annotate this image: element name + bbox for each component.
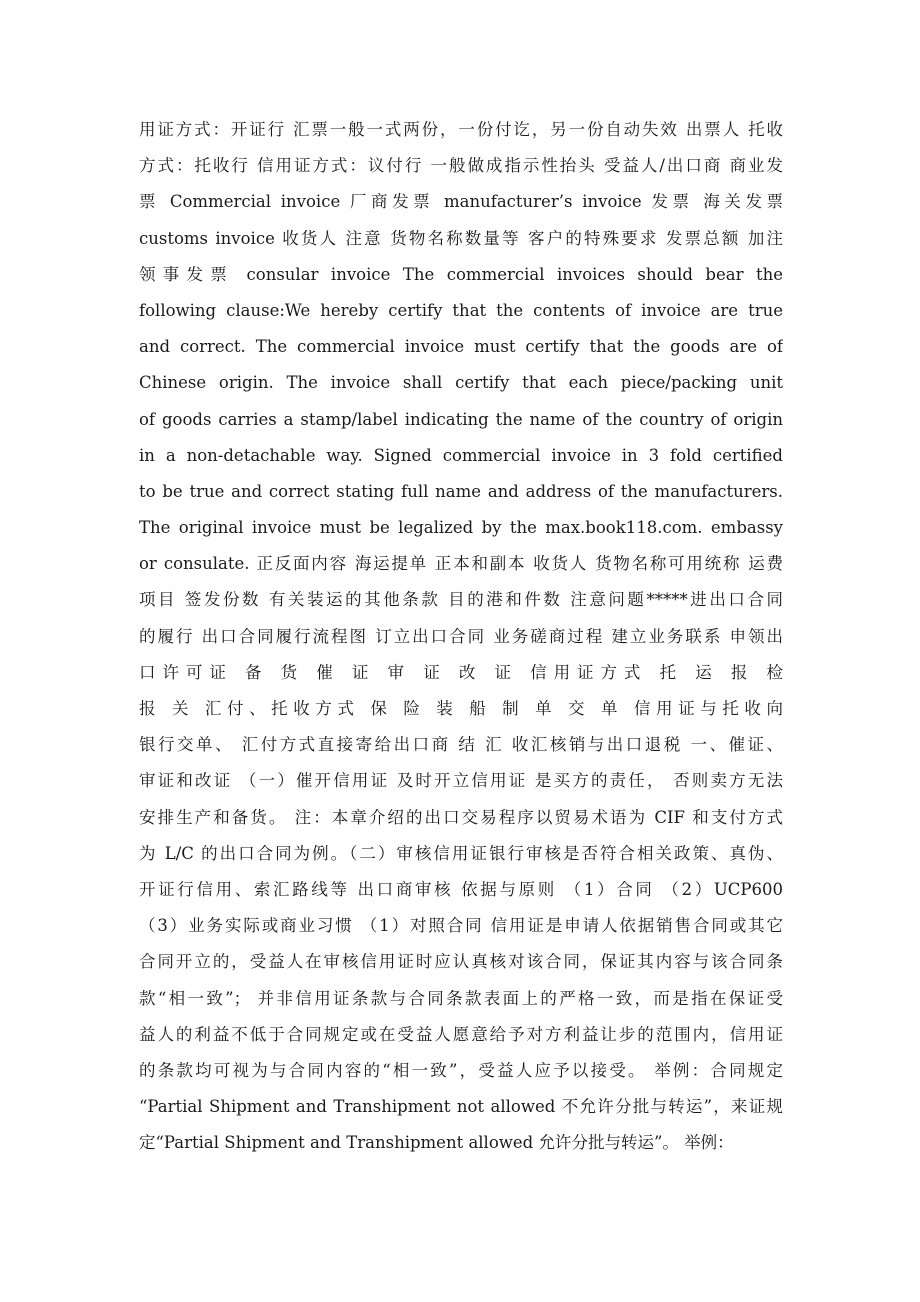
text-line: 银行交单、 汇付方式直接寄给出口商 结 汇 收汇核销与出口退税 一、催证、 (139, 735, 783, 755)
text-line: 口许可证 备 货 催 证 审 证 改 证 信用证方式 托 运 报 检 (139, 662, 783, 682)
text-line: in a non-detachable way. Signed commercial invoice in 3 fold certified (139, 445, 783, 465)
text-line: 合同开立的，受益人在审核信用证时应认真核对该合同，保证其内容与该合同条 (139, 952, 783, 972)
text-line: 定“Partial Shipment and Transhipment allowed 允许分批与转运”。 举例： (139, 1133, 734, 1153)
text-line: 票 Commercial invoice 厂商发票 manufacturer’s invoice 发票 海关发票 (139, 192, 783, 212)
text-line: 的条款均可视为与合同内容的“相一致”，受益人应予以接受。 举例：合同规定 (139, 1060, 783, 1080)
text-line: 开证行信用、索汇路线等 出口商审核 依据与原则 （1）合同 （2）UCP600 (139, 879, 783, 899)
text-line: 为 L/C 的出口合同为例。（二）审核信用证银行审核是否符合相关政策、真伪、 (139, 843, 783, 863)
text-line: 方式：托收行 信用证方式：议付行 一般做成指示性抬头 受益人/出口商 商业发 (139, 156, 783, 176)
text-line: 款“相一致”； 并非信用证条款与合同条款表面上的严格一致，而是指在保证受 (139, 988, 783, 1008)
text-line: （3）业务实际或商业习惯 （1）对照合同 信用证是申请人依据销售合同或其它 (139, 916, 783, 936)
text-line: The original invoice must be legalized by the max.book118.com. embassy (139, 518, 783, 538)
text-line: following clause:We hereby certify that the contents of invoice are true (139, 300, 783, 320)
text-line: to be true and correct stating full name and address of the manufacturers. (139, 481, 783, 501)
text-line: 安排生产和备货。 注：本章介绍的出口交易程序以贸易术语为 CIF 和支付方式 (139, 807, 783, 827)
text-line: 审证和改证 （一）催开信用证 及时开立信用证 是买方的责任， 否则卖方无法 (139, 771, 783, 791)
text-line: customs invoice 收货人 注意 货物名称数量等 客户的特殊要求 发票总额 加注 (139, 228, 783, 248)
text-line: of goods carries a stamp/label indicating the name of the country of origin (139, 409, 783, 429)
text-line: and correct. The commercial invoice must certify that the goods are of (139, 337, 783, 357)
text-line: Chinese origin. The invoice shall certify that each piece/packing unit (139, 373, 783, 393)
text-line: 的履行 出口合同履行流程图 订立出口合同 业务磋商过程 建立业务联系 申领出 (139, 626, 783, 646)
document-body (139, 112, 783, 1161)
text-line: 报 关 汇付、托收方式 保 险 装 船 制 单 交 单 信用证与托收向 (139, 699, 783, 718)
text-line: “Partial Shipment and Transhipment not allowed 不允许分批与转运”，来证规 (139, 1097, 783, 1117)
text-line: 用证方式：开证行 汇票一般一式两份，一份付讫，另一份自动失效 出票人 托收 (139, 120, 783, 139)
text-line: or consulate. 正反面内容 海运提单 正本和副本 收货人 货物名称可用统称 运费 (139, 554, 783, 574)
text-line: 领事发票 consular invoice The commercial invoices should bear the (139, 264, 783, 284)
text-line: 益人的利益不低于合同规定或在受益人愿意给予对方利益让步的范围内，信用证 (139, 1024, 783, 1044)
text-line: 项目 签发份数 有关装运的其他条款 目的港和件数 注意问题*****进出口合同 (139, 590, 783, 610)
